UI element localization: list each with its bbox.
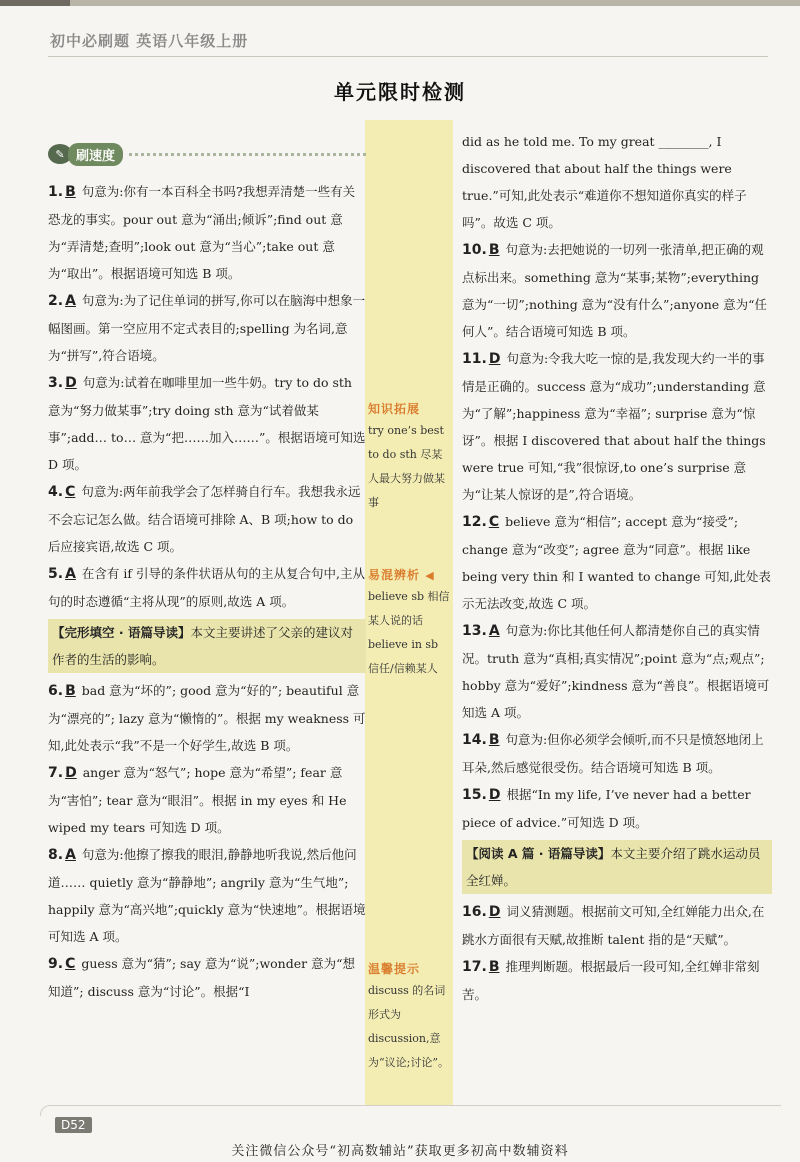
answer-item	[462, 345, 772, 508]
explanation-text: 句意为:令我大吃一惊的是,我发现大约一半的事情是正确的。success 意为“成功”;understanding 意为“了解”;happiness 意为“幸福”; surprise 意为“惊讶”。根据 I discovered that about half the things were true 可知,“我”很惊讶,to one’s surprise 意为“让某人惊讶的是”,符合语境。	[462, 351, 766, 502]
reading-guide-a	[462, 840, 772, 894]
answer-list-left-2	[48, 677, 366, 1005]
answer-letter: B	[65, 184, 76, 200]
question-number: 2.	[48, 293, 64, 309]
question-number: 8.	[48, 847, 64, 863]
answer-item	[462, 781, 772, 836]
answer-letter: B	[488, 732, 500, 748]
question-number: 6.	[48, 683, 64, 699]
answer-letter: D	[488, 904, 501, 920]
question-number: 10.	[462, 242, 487, 258]
explanation-text: 句意为:两年前我学会了怎样骑自行车。我想我永远不会忘记怎么做。结合语境可排除 A、B 项;how to do 后应接宾语,故选 C 项。	[48, 484, 361, 554]
explanation-text: anger 意为“怒气”; hope 意为“希望”; fear 意为“害怕”; tear 意为“眼泪”。根据 in my eyes 和 He wiped my tears 可知选 D 项。	[48, 765, 347, 835]
answer-letter: D	[488, 351, 501, 367]
answer-letter: A	[65, 293, 76, 309]
question-number: 12.	[462, 514, 487, 530]
top-edge-bar	[0, 0, 800, 6]
sidebar-tip-reminder	[368, 960, 452, 1075]
answer-item	[48, 950, 366, 1005]
page-heading: 单元限时检测	[334, 80, 466, 104]
answer-letter: A	[488, 623, 500, 639]
explanation-text: 在含有 if 引导的条件状语从句的主从复合句中,主从句的时态遵循“主将从现”的原则,故选 A 项。	[48, 566, 365, 609]
explanation-text: did as he told me. To my great ________, I discovered that about half the things were true.”可知,此处表示“难道你不想知道你真实的样子吗”。故选 C 项。	[462, 134, 747, 230]
answer-letter: A	[65, 847, 76, 863]
page-number: D52	[55, 1117, 92, 1133]
explanation-text: 句意为:去把她说的一切列一张清单,把正确的观点标出来。something 意为“某事;某物”;everything 意为“一切”;nothing 意为“没有什么”;anyone 意为“任何人”。结合语境可知选 B 项。	[462, 242, 768, 339]
answer-list-right	[462, 128, 772, 836]
section-tag	[48, 140, 366, 168]
question-number: 7.	[48, 765, 64, 781]
left-column	[48, 140, 366, 1005]
explanation-text: 句意为:你比其他任何人都清楚你自己的真实情况。truth 意为“真相;真实情况”;point 意为“点;观点”; hobby 意为“爱好”;kindness 意为“善良”。根据语境可知选 A 项。	[462, 623, 770, 720]
answer-item	[48, 478, 366, 560]
sidebar-tip-title: 温馨提示	[368, 962, 421, 976]
answer-item	[462, 236, 772, 345]
question-number: 3.	[48, 375, 64, 391]
question-number: 11.	[462, 351, 487, 367]
explanation-text: bad 意为“坏的”; good 意为“好的”; beautiful 意为“漂亮的”; lazy 意为“懒惰的”。根据 my weakness 可知,此处表示“我”不是一个好学生,故选 B 项。	[48, 683, 366, 753]
reading-guide-cloze	[48, 619, 366, 673]
answer-item	[48, 677, 366, 759]
answer-item	[48, 178, 366, 287]
sidebar-tip-text: discuss 的名词形式为 discussion,意为“议论;讨论”。	[368, 984, 449, 1069]
answer-item	[462, 953, 772, 1008]
explanation-text: 推理判断题。根据最后一段可知,全红婵非常刻苦。	[462, 959, 760, 1002]
sidebar-tip-title	[368, 566, 452, 583]
sidebar-tip-knowledge	[368, 400, 452, 515]
explanation-text: 句意为:他擦了擦我的眼泪,静静地听我说,然后他问道…… quietly 意为“静静地”; angrily 意为“生气地”; happily 意为“高兴地”;quickly 意为“快速地”。根据语境可知选 A 项。	[48, 847, 366, 944]
sidebar-tip-title-text: 易混辨析	[368, 568, 421, 582]
answer-item	[48, 759, 366, 841]
sidebar-tip-text: believe sb 相信某人说的话 believe in sb 信任/信赖某人	[368, 590, 450, 675]
explanation-text: 句意为:为了记住单词的拼写,你可以在脑海中想象一幅图画。第一空应用不定式表目的;spelling 为名词,意为“拼写”,符合语境。	[48, 293, 366, 363]
footer-note: 关注微信公众号“初高数辅站”获取更多初高中数辅资料	[231, 1144, 569, 1159]
section-tag-label: 刷速度	[68, 143, 123, 166]
explanation-text: 根据“In my life, I’ve never had a better piece of advice.”可知选 D 项。	[462, 787, 751, 830]
answer-letter: C	[65, 484, 76, 500]
sidebar-tip-title: 知识拓展	[368, 402, 421, 416]
explanation-text: believe 意为“相信”; accept 意为“接受”; change 意为“改变”; agree 意为“同意”。根据 like being very thin 和 I wanted to change 可知,此处表示无法改变,故选 C 项。	[462, 514, 771, 611]
answer-letter: D	[65, 765, 77, 781]
answer-letter: C	[65, 956, 76, 972]
explanation-text: 句意为:你有一本百科全书吗?我想弄清楚一些有关恐龙的事实。pour out 意为“涌出;倾诉”;find out 意为“弄清楚;查明”;look out 意为“当心”;take out 意为“取出”。根据语境可知选 B 项。	[48, 184, 356, 281]
question-number: 5.	[48, 566, 64, 582]
guide-label: 【完形填空 · 语篇导读】	[52, 625, 191, 640]
answer-letter: B	[488, 959, 500, 975]
answer-item	[48, 841, 366, 950]
pencil-icon: ✎	[48, 144, 72, 164]
sidebar-tip-confusables	[368, 566, 452, 681]
question-number: 9.	[48, 956, 64, 972]
explanation-text: 句意为:但你必须学会倾听,而不只是愤怒地闭上耳朵,然后感觉很受伤。结合语境可知选 B 项。	[462, 732, 764, 775]
question-number: 1.	[48, 184, 64, 200]
answer-item	[462, 617, 772, 726]
top-edge-bar-dark	[0, 0, 70, 6]
answer-item	[48, 560, 366, 615]
answer-item	[48, 369, 366, 478]
question-number: 15.	[462, 787, 487, 803]
guide-text: 本文主要介绍了跳水运动员全红婵。	[466, 846, 761, 888]
answer-letter: C	[488, 514, 500, 530]
answer-item	[462, 508, 772, 617]
answer-item	[462, 128, 772, 236]
answer-letter: B	[65, 683, 76, 699]
answer-letter: B	[488, 242, 500, 258]
explanation-text: 词义猜测题。根据前文可知,全红婵能力出众,在跳水方面很有天赋,故推断 talent 指的是“天赋”。	[462, 904, 765, 947]
answer-letter: A	[65, 566, 76, 582]
header-divider	[48, 56, 768, 57]
question-number: 4.	[48, 484, 64, 500]
page-corner-line	[40, 1105, 781, 1116]
explanation-text: 句意为:试着在咖啡里加一些牛奶。try to do sth 意为“努力做某事”;try doing sth 意为“试着做某事”;add… to… 意为“把……加入……”。根据语境可知选 D 项。	[48, 375, 366, 472]
question-number: 13.	[462, 623, 487, 639]
book-title: 初中必刷题 英语八年级上册	[50, 32, 249, 50]
explanation-text: guess 意为“猜”; say 意为“说”;wonder 意为“想知道”; discuss 意为“讨论”。根据“I	[48, 956, 355, 999]
arrow-left-icon: ◀	[425, 569, 435, 582]
sidebar-tip-text: try one’s best to do sth 尽某人最大努力做某事	[368, 424, 445, 509]
answer-list-left	[48, 178, 366, 615]
answer-item	[462, 726, 772, 781]
guide-label: 【阅读 A 篇 · 语篇导读】	[466, 846, 611, 861]
question-number: 16.	[462, 904, 487, 920]
guide-text: 本文主要讲述了父亲的建议对作者的生活的影响。	[52, 625, 353, 667]
question-number: 14.	[462, 732, 487, 748]
right-column	[462, 128, 772, 1008]
answer-letter: D	[65, 375, 77, 391]
dotted-divider	[129, 153, 366, 156]
answer-item	[48, 287, 366, 369]
question-number: 17.	[462, 959, 487, 975]
answer-item	[462, 898, 772, 953]
answer-list-right-2	[462, 898, 772, 1008]
answer-letter: D	[488, 787, 501, 803]
